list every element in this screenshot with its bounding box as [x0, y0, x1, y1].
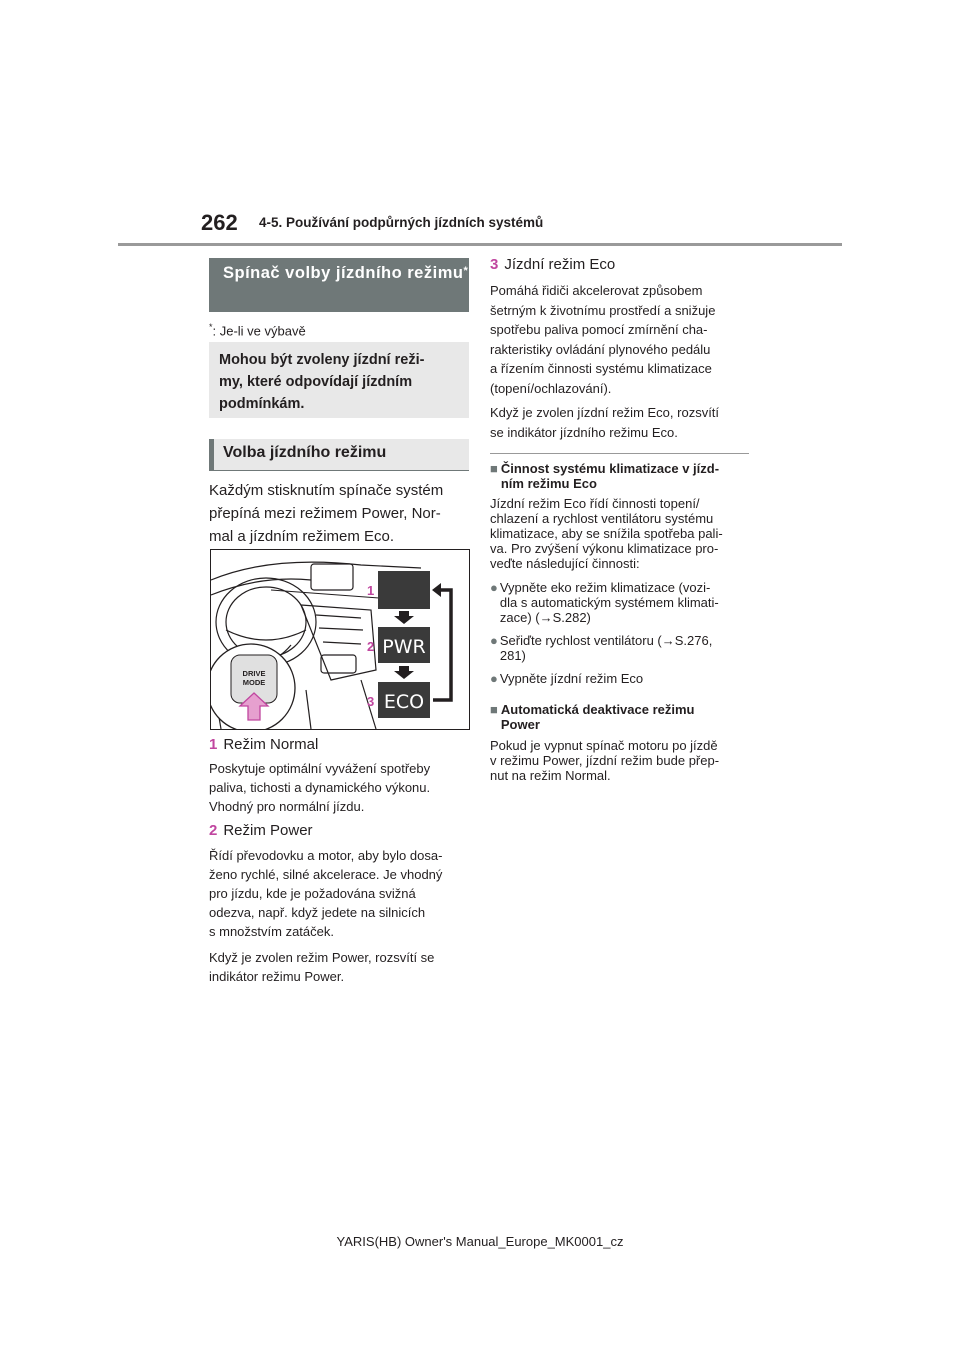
bullet-line: dla s automatickým systémem klimati- [499, 595, 719, 610]
item-title: Jízdní režim Eco [504, 256, 616, 273]
callout-3: 3 [367, 694, 375, 709]
bullet-line: zace) (→S.282) [499, 610, 591, 625]
item-line: odezva, např. když jedete na silnicích [209, 905, 426, 920]
intro-box [209, 342, 469, 418]
footnote-asterisk: * [209, 322, 213, 332]
intro-line: my, které odpovídají jízdním [219, 374, 413, 390]
bullet-icon: ● [490, 580, 498, 595]
auto-off-line: nut na režim Normal. [490, 768, 611, 783]
aircon-line: veďte následující činnosti: [490, 556, 640, 571]
aircon-line: chlazení a rychlost ventilátoru systému [490, 511, 714, 526]
item-note-line: indikátor režimu Power. [209, 969, 345, 984]
item-eco [490, 254, 752, 442]
aircon-line: klimatizace, aby se snížila spotřeba pali- [490, 526, 723, 541]
item-line: Pomáhá řidiči akcelerovat způsobem [490, 283, 703, 298]
drive-mode-label-2: MODE [242, 678, 266, 687]
header-rule [118, 243, 842, 246]
pwr-label: PWR [382, 636, 426, 658]
callout-1: 1 [367, 583, 375, 598]
item-line: Řídí převodovku a motor, aby bylo dosa- [209, 848, 443, 863]
auto-off-line: v režimu Power, jízdní režim bude přep- [490, 753, 720, 768]
drive-mode-label-1: DRIVE [242, 669, 266, 678]
chapter-title-box [209, 258, 469, 312]
section-divider [490, 453, 749, 454]
page-number: 262 [201, 210, 238, 235]
item-line: Vhodný pro normální jízdu. [209, 799, 365, 814]
item-line: ženo rychlé, silné akcelerace. Je vhodný [209, 867, 443, 882]
item-line: (topení/ochlazování). [490, 380, 612, 396]
bullet-line: Vypněte eko režim klimatizace (vozi- [499, 580, 711, 595]
item-note-line: Když je zvolen jízdní režim Eco, rozsvítí [490, 405, 720, 420]
arrow-down-icon [394, 666, 414, 679]
aircon-bullet [490, 671, 752, 686]
item-note-line: se indikátor jízdního režimu Eco. [490, 424, 678, 440]
body-line: Každým stisknutím spínače systém [209, 482, 444, 499]
aircon-section [490, 461, 752, 686]
drive-mode-illustration [210, 549, 470, 730]
aircon-heading-line: Činnost systému klimatizace v jízd- [500, 461, 720, 476]
auto-off-heading-line: Automatická deaktivace režimu [500, 702, 695, 717]
subheading-bar [209, 439, 214, 471]
item-line: Poskytuje optimální vyvážení spotřeby [209, 761, 431, 776]
square-marker: ■ [490, 702, 498, 717]
subheading: Volba jízdního režimu [209, 439, 469, 471]
square-marker: ■ [490, 461, 498, 476]
item-number: 3 [490, 256, 499, 273]
eco-label: ECO [383, 691, 425, 713]
section-title: 4-5. Používání podpůrných jízdních systémů [259, 215, 544, 230]
footnote [209, 322, 306, 338]
aircon-line: Jízdní režim Eco řídí činnosti topení/ [490, 496, 700, 511]
bullet-icon: ● [490, 633, 498, 648]
auto-off-heading-line: Power [500, 717, 540, 732]
item-line: šetrným k životnímu prostředí a snižuje [490, 302, 716, 318]
auto-off-line: Pokud je vypnut spínač motoru po jízdě [490, 738, 718, 753]
chapter-title: Spínač volby jízdního režimu [223, 264, 464, 282]
arrow-down-icon [394, 611, 414, 624]
item-line: paliva, tichosti a dynamického výkonu. [209, 780, 431, 795]
bullet-line: Seřiďte rychlost ventilátoru (→S.276, [499, 633, 713, 648]
item-line: pro jízdu, kde je požadována svižná [209, 886, 416, 901]
body-line: přepíná mezi režimem Power, Nor- [209, 505, 441, 522]
bullet-line: 281) [499, 648, 526, 663]
item-line: s množstvím zatáček. [209, 924, 334, 939]
body-text [209, 479, 471, 548]
item-note-line: Když je zvolen režim Power, rozsvítí se [209, 950, 435, 965]
item-line: spotřebu paliva pomocí zmírnění cha- [490, 322, 708, 337]
item-title: Režim Power [223, 822, 313, 839]
bullet-icon: ● [490, 671, 498, 686]
aircon-heading-line: ním režimu Eco [500, 476, 597, 491]
footnote-text: : Je-li ve výbavě [212, 323, 306, 339]
auto-off-section [490, 702, 752, 783]
item-number: 2 [209, 822, 218, 839]
center-screen [311, 564, 353, 590]
dashboard-drawing [211, 550, 469, 729]
bullet-line: Vypněte jízdní režim Eco [499, 671, 644, 686]
aircon-bullet [490, 580, 752, 625]
item-line: a řízením činnosti systému klimatizace [490, 361, 712, 376]
callout-2: 2 [367, 639, 375, 654]
intro-line: Mohou být zvoleny jízdní reži- [219, 352, 425, 368]
item-title: Režim Normal [223, 736, 319, 753]
title-asterisk: * [463, 265, 469, 277]
arrow-left-icon [432, 583, 441, 597]
item-power [209, 820, 471, 986]
intro-line: podmínkám. [219, 396, 305, 412]
subheading-underline [209, 470, 469, 471]
aircon-line: va. Pro zvýšení výkonu klimatizace pro- [490, 541, 719, 556]
cycle-bracket [433, 590, 451, 700]
normal-indicator [378, 571, 430, 609]
aircon-bullet [490, 633, 752, 663]
item-line: rakteristiky ovládání plynového pedálu [490, 341, 711, 357]
body-line: mal a jízdním režimem Eco. [209, 528, 395, 545]
item-number: 1 [209, 736, 218, 753]
item-normal [209, 734, 471, 816]
footer: YARIS(HB) Owner's Manual_Europe_MK0001_cz [336, 1234, 624, 1249]
